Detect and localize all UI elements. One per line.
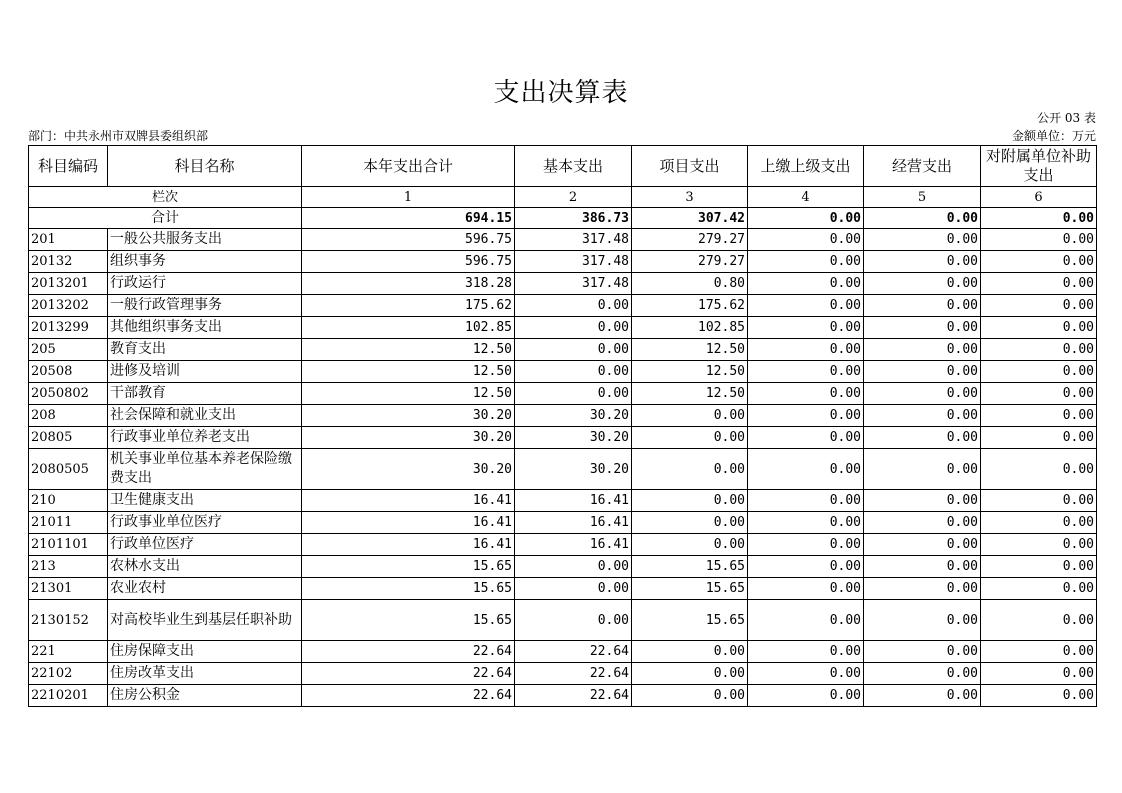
row-total: 175.62 — [302, 295, 515, 317]
row-project: 175.62 — [632, 295, 748, 317]
row-upper: 0.00 — [748, 273, 864, 295]
table-row — [29, 600, 1097, 641]
row-basic: 0.00 — [515, 339, 632, 361]
header-name: 科目名称 — [108, 146, 302, 187]
row-name: 行政单位医疗 — [108, 534, 302, 556]
row-project: 0.00 — [632, 512, 748, 534]
row-code: 2101101 — [29, 534, 108, 556]
header-total: 本年支出合计 — [302, 146, 515, 187]
row-total: 16.41 — [302, 534, 515, 556]
row-project: 12.50 — [632, 339, 748, 361]
row-project: 15.65 — [632, 556, 748, 578]
row-subsidy: 0.00 — [981, 317, 1097, 339]
row-name: 组织事务 — [108, 251, 302, 273]
row-subsidy: 0.00 — [981, 427, 1097, 449]
row-subsidy: 0.00 — [981, 405, 1097, 427]
row-code: 2130152 — [29, 600, 108, 641]
row-basic: 317.48 — [515, 273, 632, 295]
row-project: 12.50 — [632, 383, 748, 405]
row-upper: 0.00 — [748, 427, 864, 449]
row-upper: 0.00 — [748, 229, 864, 251]
row-upper: 0.00 — [748, 534, 864, 556]
row-project: 0.00 — [632, 490, 748, 512]
total-value: 0.00 — [864, 208, 981, 229]
table-row — [29, 339, 1097, 361]
total-label: 合计 — [29, 208, 302, 229]
row-upper: 0.00 — [748, 490, 864, 512]
row-name: 干部教育 — [108, 383, 302, 405]
row-total: 596.75 — [302, 251, 515, 273]
row-upper: 0.00 — [748, 251, 864, 273]
row-upper: 0.00 — [748, 317, 864, 339]
total-value: 386.73 — [515, 208, 632, 229]
row-name: 社会保障和就业支出 — [108, 405, 302, 427]
total-value: 0.00 — [981, 208, 1097, 229]
row-code: 201 — [29, 229, 108, 251]
row-upper: 0.00 — [748, 641, 864, 663]
row-upper: 0.00 — [748, 685, 864, 707]
row-basic: 0.00 — [515, 600, 632, 641]
row-name: 行政运行 — [108, 273, 302, 295]
table-row — [29, 449, 1097, 490]
row-basic: 0.00 — [515, 361, 632, 383]
row-upper: 0.00 — [748, 405, 864, 427]
row-business: 0.00 — [864, 427, 981, 449]
header-project: 项目支出 — [632, 146, 748, 187]
column-index-row — [29, 187, 1097, 208]
row-upper: 0.00 — [748, 449, 864, 490]
row-basic: 0.00 — [515, 295, 632, 317]
row-name: 对高校毕业生到基层任职补助 — [108, 600, 302, 641]
row-business: 0.00 — [864, 600, 981, 641]
row-business: 0.00 — [864, 641, 981, 663]
table-row — [29, 405, 1097, 427]
row-code: 21301 — [29, 578, 108, 600]
table-row — [29, 685, 1097, 707]
row-project: 0.00 — [632, 405, 748, 427]
row-subsidy: 0.00 — [981, 273, 1097, 295]
row-project: 0.00 — [632, 449, 748, 490]
table-row — [29, 317, 1097, 339]
row-basic: 0.00 — [515, 556, 632, 578]
table-row — [29, 361, 1097, 383]
row-subsidy: 0.00 — [981, 229, 1097, 251]
row-upper: 0.00 — [748, 556, 864, 578]
row-subsidy: 0.00 — [981, 295, 1097, 317]
row-total: 15.65 — [302, 578, 515, 600]
row-subsidy: 0.00 — [981, 685, 1097, 707]
row-name: 机关事业单位基本养老保险缴费支出 — [108, 449, 302, 490]
index-3: 3 — [632, 187, 748, 208]
row-subsidy: 0.00 — [981, 490, 1097, 512]
row-code: 2080505 — [29, 449, 108, 490]
row-name: 住房保障支出 — [108, 641, 302, 663]
row-basic: 30.20 — [515, 405, 632, 427]
row-subsidy: 0.00 — [981, 383, 1097, 405]
row-business: 0.00 — [864, 339, 981, 361]
total-row — [29, 208, 1097, 229]
row-code: 2013201 — [29, 273, 108, 295]
row-project: 0.00 — [632, 427, 748, 449]
table-row — [29, 273, 1097, 295]
table-row — [29, 295, 1097, 317]
row-name: 住房公积金 — [108, 685, 302, 707]
row-name: 住房改革支出 — [108, 663, 302, 685]
row-total: 30.20 — [302, 405, 515, 427]
row-total: 22.64 — [302, 685, 515, 707]
index-label: 栏次 — [29, 187, 302, 208]
row-project: 15.65 — [632, 578, 748, 600]
row-total: 102.85 — [302, 317, 515, 339]
row-basic: 22.64 — [515, 641, 632, 663]
currency-unit-label: 金额单位：万元 — [1011, 129, 1096, 143]
row-project: 279.27 — [632, 229, 748, 251]
row-business: 0.00 — [864, 405, 981, 427]
table-row — [29, 251, 1097, 273]
table-row — [29, 229, 1097, 251]
header-row — [29, 146, 1097, 187]
row-code: 2050802 — [29, 383, 108, 405]
row-total: 22.64 — [302, 641, 515, 663]
total-value: 694.15 — [302, 208, 515, 229]
header-code: 科目编码 — [29, 146, 108, 187]
row-code: 2013299 — [29, 317, 108, 339]
row-basic: 30.20 — [515, 449, 632, 490]
expenditure-table — [28, 145, 1097, 707]
row-code: 210 — [29, 490, 108, 512]
index-5: 5 — [864, 187, 981, 208]
row-project: 0.00 — [632, 534, 748, 556]
row-basic: 22.64 — [515, 685, 632, 707]
row-business: 0.00 — [864, 383, 981, 405]
row-upper: 0.00 — [748, 383, 864, 405]
row-basic: 16.41 — [515, 512, 632, 534]
row-total: 30.20 — [302, 427, 515, 449]
row-basic: 0.00 — [515, 383, 632, 405]
row-business: 0.00 — [864, 251, 981, 273]
row-name: 一般公共服务支出 — [108, 229, 302, 251]
row-basic: 16.41 — [515, 534, 632, 556]
department-label: 部门：中共永州市双牌县委组织部 — [28, 129, 209, 143]
row-code: 221 — [29, 641, 108, 663]
row-basic: 317.48 — [515, 251, 632, 273]
index-6: 6 — [981, 187, 1097, 208]
row-name: 进修及培训 — [108, 361, 302, 383]
row-project: 279.27 — [632, 251, 748, 273]
row-name: 行政事业单位医疗 — [108, 512, 302, 534]
table-row — [29, 512, 1097, 534]
row-basic: 317.48 — [515, 229, 632, 251]
row-total: 15.65 — [302, 556, 515, 578]
row-upper: 0.00 — [748, 339, 864, 361]
row-upper: 0.00 — [748, 663, 864, 685]
row-code: 213 — [29, 556, 108, 578]
row-project: 12.50 — [632, 361, 748, 383]
row-total: 318.28 — [302, 273, 515, 295]
total-value: 0.00 — [748, 208, 864, 229]
row-upper: 0.00 — [748, 512, 864, 534]
index-2: 2 — [515, 187, 632, 208]
row-upper: 0.00 — [748, 600, 864, 641]
row-total: 12.50 — [302, 383, 515, 405]
row-business: 0.00 — [864, 449, 981, 490]
page-title: 支出决算表 — [493, 78, 629, 108]
row-code: 21011 — [29, 512, 108, 534]
row-business: 0.00 — [864, 229, 981, 251]
row-total: 12.50 — [302, 361, 515, 383]
row-total: 16.41 — [302, 512, 515, 534]
row-project: 102.85 — [632, 317, 748, 339]
row-subsidy: 0.00 — [981, 449, 1097, 490]
row-total: 12.50 — [302, 339, 515, 361]
row-basic: 16.41 — [515, 490, 632, 512]
row-business: 0.00 — [864, 534, 981, 556]
header-subsidy: 对附属单位补助支出 — [981, 146, 1097, 187]
row-business: 0.00 — [864, 578, 981, 600]
row-name: 农林水支出 — [108, 556, 302, 578]
row-subsidy: 0.00 — [981, 663, 1097, 685]
index-1: 1 — [302, 187, 515, 208]
table-row — [29, 578, 1097, 600]
row-upper: 0.00 — [748, 361, 864, 383]
row-upper: 0.00 — [748, 295, 864, 317]
row-business: 0.00 — [864, 556, 981, 578]
row-code: 205 — [29, 339, 108, 361]
row-name: 行政事业单位养老支出 — [108, 427, 302, 449]
row-basic: 22.64 — [515, 663, 632, 685]
table-row — [29, 641, 1097, 663]
row-total: 22.64 — [302, 663, 515, 685]
row-subsidy: 0.00 — [981, 251, 1097, 273]
row-business: 0.00 — [864, 317, 981, 339]
header-upper: 上缴上级支出 — [748, 146, 864, 187]
row-business: 0.00 — [864, 685, 981, 707]
row-code: 208 — [29, 405, 108, 427]
row-name: 教育支出 — [108, 339, 302, 361]
row-name: 卫生健康支出 — [108, 490, 302, 512]
row-business: 0.00 — [864, 295, 981, 317]
row-business: 0.00 — [864, 512, 981, 534]
row-business: 0.00 — [864, 361, 981, 383]
row-code: 2013202 — [29, 295, 108, 317]
row-name: 其他组织事务支出 — [108, 317, 302, 339]
row-code: 20508 — [29, 361, 108, 383]
row-name: 农业农村 — [108, 578, 302, 600]
row-subsidy: 0.00 — [981, 512, 1097, 534]
row-basic: 0.00 — [515, 578, 632, 600]
row-subsidy: 0.00 — [981, 556, 1097, 578]
row-business: 0.00 — [864, 490, 981, 512]
row-business: 0.00 — [864, 273, 981, 295]
row-total: 15.65 — [302, 600, 515, 641]
row-subsidy: 0.00 — [981, 578, 1097, 600]
total-value: 307.42 — [632, 208, 748, 229]
row-project: 0.00 — [632, 685, 748, 707]
header-business: 经营支出 — [864, 146, 981, 187]
row-code: 2210201 — [29, 685, 108, 707]
row-upper: 0.00 — [748, 578, 864, 600]
header-basic: 基本支出 — [515, 146, 632, 187]
table-row — [29, 383, 1097, 405]
form-number: 公开 03 表 — [1037, 111, 1096, 125]
row-subsidy: 0.00 — [981, 600, 1097, 641]
table-row — [29, 556, 1097, 578]
row-project: 0.00 — [632, 663, 748, 685]
table-row — [29, 490, 1097, 512]
row-name: 一般行政管理事务 — [108, 295, 302, 317]
row-subsidy: 0.00 — [981, 339, 1097, 361]
row-project: 0.00 — [632, 641, 748, 663]
row-business: 0.00 — [864, 663, 981, 685]
table-row — [29, 534, 1097, 556]
table-row — [29, 427, 1097, 449]
row-basic: 0.00 — [515, 317, 632, 339]
row-basic: 30.20 — [515, 427, 632, 449]
row-total: 596.75 — [302, 229, 515, 251]
row-project: 0.80 — [632, 273, 748, 295]
table-row — [29, 663, 1097, 685]
row-subsidy: 0.00 — [981, 534, 1097, 556]
row-subsidy: 0.00 — [981, 361, 1097, 383]
row-code: 22102 — [29, 663, 108, 685]
row-total: 30.20 — [302, 449, 515, 490]
row-subsidy: 0.00 — [981, 641, 1097, 663]
row-project: 15.65 — [632, 600, 748, 641]
index-4: 4 — [748, 187, 864, 208]
row-code: 20805 — [29, 427, 108, 449]
row-code: 20132 — [29, 251, 108, 273]
row-total: 16.41 — [302, 490, 515, 512]
